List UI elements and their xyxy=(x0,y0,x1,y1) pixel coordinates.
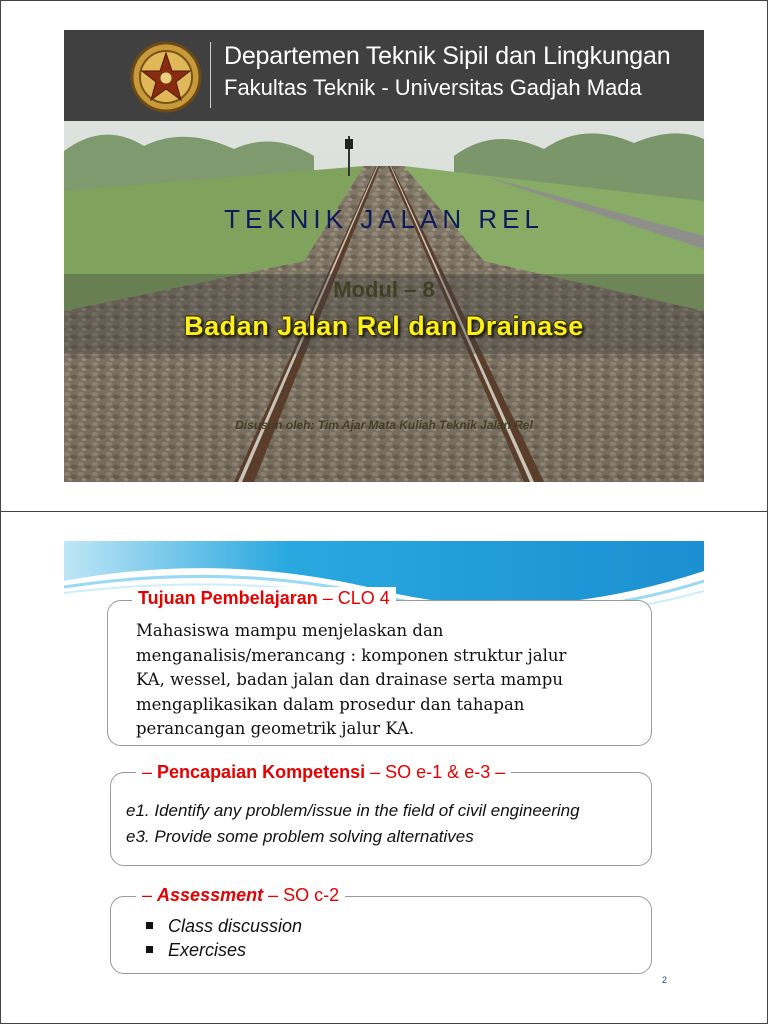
slide-header xyxy=(64,30,704,121)
competency-title: Pencapaian Kompetensi xyxy=(157,762,366,782)
author-line: Disusun oleh: Tim Ajar Mata Kuliah Teknik Jalan Rel xyxy=(235,418,533,432)
assessment-title: Assessment xyxy=(157,885,264,905)
objectives-text xyxy=(136,619,636,742)
objectives-line: perancangan geometrik jalur KA. xyxy=(136,719,415,738)
title-slide xyxy=(64,30,704,482)
objectives-line: KA, wessel, badan jalan dan drainase serta mampu xyxy=(136,670,563,689)
objectives-title: Tujuan Pembelajaran xyxy=(138,588,318,608)
department-name: Departemen Teknik Sipil dan Lingkungan xyxy=(224,42,671,70)
objectives-line: Mahasiswa mampu menjelaskan dan xyxy=(136,621,444,640)
faculty-name: Fakultas Teknik - Universitas Gadjah Mada xyxy=(224,75,642,100)
assessment-item-label: Exercises xyxy=(168,940,247,960)
assessment-item xyxy=(146,916,302,937)
module-label: Modul – 8 xyxy=(333,277,435,302)
header-divider xyxy=(210,42,211,108)
assessment-item xyxy=(146,940,246,961)
course-title: TEKNIK JALAN REL xyxy=(224,204,544,234)
competency-heading: – Pencapaian Kompetensi – SO e-1 & e-3 – xyxy=(136,761,511,783)
objectives-line: menganalisis/merancang : komponen struktur jalur xyxy=(136,645,567,665)
ugm-seal-icon xyxy=(128,39,204,115)
assessment-code: SO c-2 xyxy=(283,885,340,905)
assessment-item-label: Class discussion xyxy=(168,916,303,936)
competency-item: e1. Identify any problem/issue in the field of civil engineering xyxy=(126,801,580,820)
module-subtitle: Badan Jalan Rel dan Drainase xyxy=(184,311,584,341)
page-number: 2 xyxy=(662,975,668,985)
square-bullet-icon xyxy=(146,946,153,953)
objectives-heading: Tujuan Pembelajaran – CLO 4 xyxy=(132,587,396,609)
competency-code: SO e-1 & e-3 xyxy=(385,762,491,782)
competency-item: e3. Provide some problem solving alternatives xyxy=(126,827,474,846)
assessment-heading: – Assessment – SO c-2 xyxy=(136,884,345,906)
objectives-line: mengaplikasikan dalam prosedur dan tahapan xyxy=(136,694,525,714)
objectives-code: CLO 4 xyxy=(337,588,390,608)
square-bullet-icon xyxy=(146,922,153,929)
